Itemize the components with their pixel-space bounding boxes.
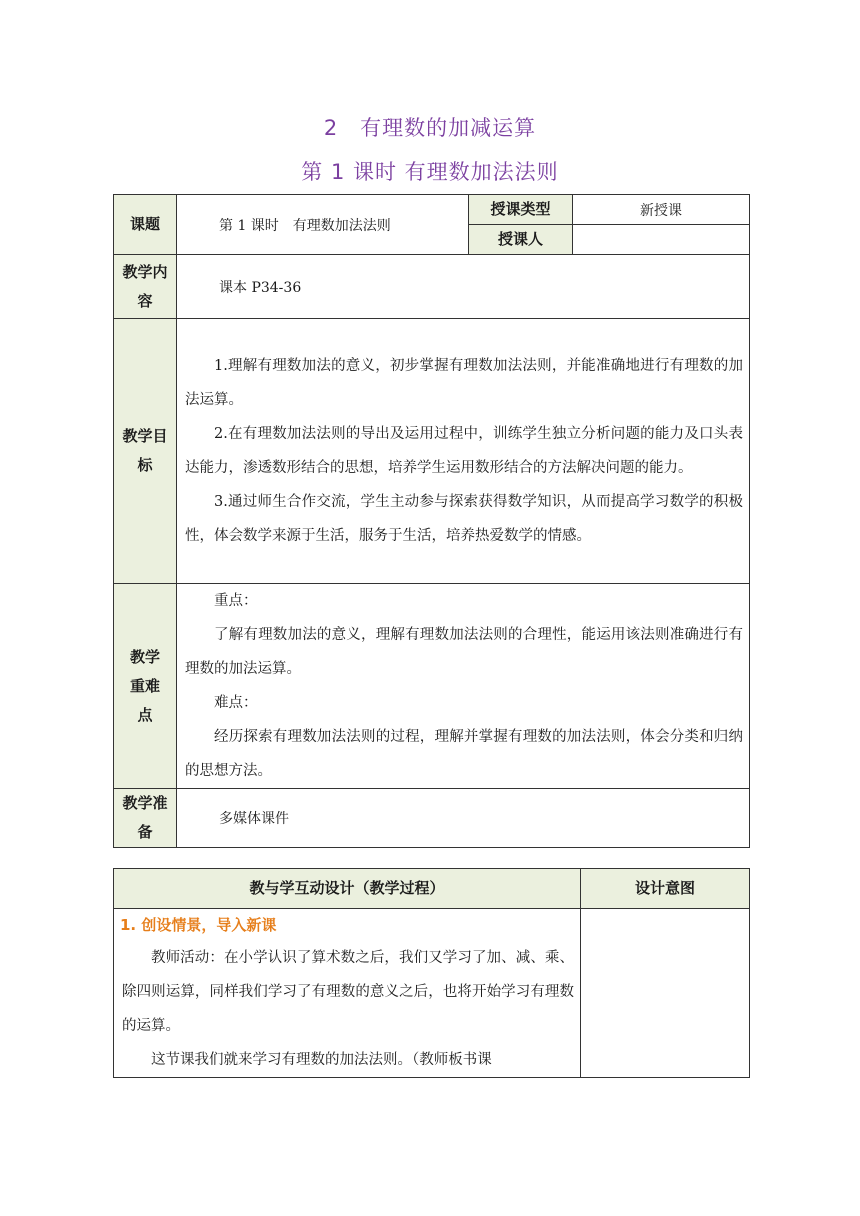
design-intent-cell xyxy=(581,909,750,1078)
section-title: 1. 创设情景，导入新课 xyxy=(120,916,277,934)
process-header: 教与学互动设计（教学过程） xyxy=(114,869,581,909)
type-value: 新授课 xyxy=(573,195,750,225)
goals-label: 教学目标 xyxy=(114,319,177,584)
goal-item: 3.通过师生合作交流，学生主动参与探索获得数学知识，从而提高学习数学的积极性，体会数学来源于生活，服务于生活，培养热爱数学的情感。 xyxy=(185,494,743,544)
process-cell xyxy=(114,909,581,1078)
content-label: 教学内容 xyxy=(114,255,177,319)
keypoints-label: 教学重难点 xyxy=(114,584,177,789)
keypoints-cell xyxy=(177,584,750,789)
goal-item: 2.在有理数加法法则的导出及运用过程中，训练学生独立分析问题的能力及口头表达能力，渗透数形结合的思想，培养学生运用数形结合的方法解决问题的能力。 xyxy=(185,426,743,476)
lesson-title: 第 1 课时 有理数加法法则 xyxy=(301,160,559,184)
key-point-heading: 重点： xyxy=(214,593,258,609)
intent-header: 设计意图 xyxy=(581,869,750,909)
teacher-label: 授课人 xyxy=(469,225,573,255)
teaching-process-table xyxy=(113,868,750,1078)
teacher-value xyxy=(573,225,750,255)
topic-label: 课题 xyxy=(114,195,177,255)
difficulty-heading: 难点： xyxy=(214,695,258,711)
process-paragraph: 这节课我们就来学习有理数的加法法则。（教师板书课 xyxy=(151,1052,492,1068)
difficulty-text: 经历探索有理数加法法则的过程，理解并掌握有理数的加法法则，体会分类和归纳的思想方法。 xyxy=(185,729,743,779)
key-point-text: 了解有理数加法的意义，理解有理数加法法则的合理性，能运用该法则准确进行有理数的加法运算。 xyxy=(185,627,743,677)
content-value: 课本 P34-36 xyxy=(177,255,750,319)
prep-value: 多媒体课件 xyxy=(177,789,750,848)
type-label: 授课类型 xyxy=(469,195,573,225)
process-paragraph: 教师活动：在小学认识了算术数之后，我们又学习了加、减、乘、除四则运算，同样我们学习了有理数的意义之后，也将开始学习有理数的运算。 xyxy=(122,950,574,1034)
lesson-chapter-title: 2 有理数的加减运算 xyxy=(323,116,537,140)
goal-item: 1.理解有理数加法的意义，初步掌握有理数加法法则，并能准确地进行有理数的加法运算。 xyxy=(185,358,743,408)
topic-value: 第 1 课时 有理数加法法则 xyxy=(177,195,469,255)
prep-label: 教学准备 xyxy=(114,789,177,848)
lesson-info-table xyxy=(113,194,750,848)
goals-cell xyxy=(177,319,750,584)
